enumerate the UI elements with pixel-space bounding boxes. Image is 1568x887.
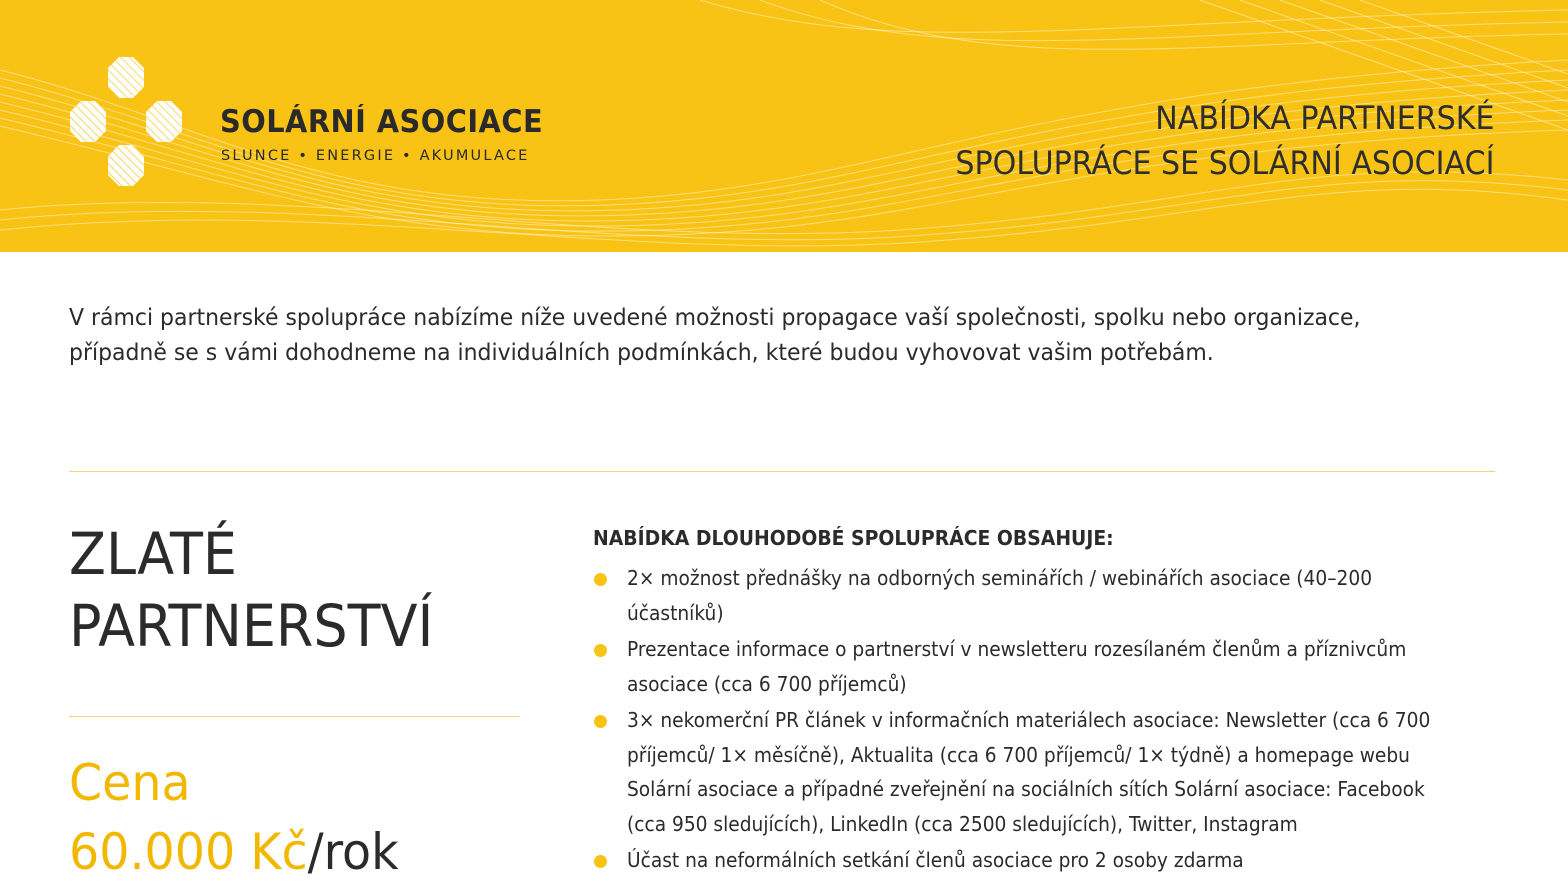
benefit-line: Prezentace informace o partnerství v newsletteru rozesílaném členům a příznivcům (627, 637, 1407, 661)
brand-tagline: SLUNCE • ENERGIE • AKUMULACE (221, 148, 530, 164)
offer-title-line-1: NABÍDKA PARTNERSKÉ (1154, 99, 1494, 137)
header-banner (0, 0, 1568, 252)
brand-name: SOLÁRNÍ ASOCIACE (220, 104, 544, 140)
tier-title-line-1: ZLATÉ (69, 520, 237, 588)
price-block (69, 749, 399, 887)
intro-line-2: případně se s vámi dohodneme na individuálních podmínkách, které budou vyhovovat vašim potřebám. (69, 340, 1214, 366)
price-line (69, 818, 399, 887)
tier-title-line-2: PARTNERSTVÍ (69, 592, 434, 660)
benefit-line: Účast na neformálních setkání členů asociace pro 2 osoby zdarma (627, 848, 1244, 872)
section-divider (69, 471, 1495, 472)
bullet-dot-icon (594, 644, 607, 657)
benefits-list (593, 561, 1493, 880)
price-label: Cena (69, 754, 191, 812)
benefit-item (593, 632, 1493, 701)
benefit-line: příjemců/ 1× měsíčně), Aktualita (cca 6 700 příjemců/ 1× týdně) a homepage webu (627, 742, 1410, 767)
benefit-line: Solární asociace a případné zveřejnění na sociálních sítích Solární asociace: Facebook (627, 777, 1425, 801)
benefit-line: (cca 950 sledujících), LinkedIn (cca 2500 sledujících), Twitter, Instagram (627, 811, 1298, 836)
benefit-item (593, 843, 1493, 878)
benefit-line: účastníků) (627, 600, 724, 625)
offer-title (955, 96, 1494, 186)
intro-paragraph (69, 301, 1509, 371)
benefit-line: 2× možnost přednášky na odborných seminářích / webinářích asociace (40–200 (627, 566, 1373, 590)
solar-association-logo (66, 54, 216, 196)
bullet-dot-icon (594, 855, 607, 868)
price-unit: /rok (307, 823, 399, 881)
benefit-item (593, 561, 1493, 630)
bullet-dot-icon (594, 573, 607, 586)
benefit-line: asociace (cca 6 700 příjemců) (627, 671, 907, 696)
tier-divider (69, 716, 520, 717)
bullet-dot-icon (594, 715, 607, 728)
benefits-heading: NABÍDKA DLOUHODOBÉ SPOLUPRÁCE OBSAHUJE: (593, 526, 1114, 550)
benefit-line: 3× nekomerční PR článek v informačních materiálech asociace: Newsletter (cca 6 700 (627, 708, 1431, 732)
price-value: 60.000 Kč (69, 823, 308, 881)
offer-title-line-2: SPOLUPRÁCE SE SOLÁRNÍ ASOCIACÍ (954, 144, 1494, 182)
tier-title (69, 518, 433, 662)
benefit-item (593, 703, 1493, 841)
intro-line-1: V rámci partnerské spolupráce nabízíme níže uvedené možnosti propagace vaší společnosti, spolku nebo organizace, (69, 305, 1361, 331)
